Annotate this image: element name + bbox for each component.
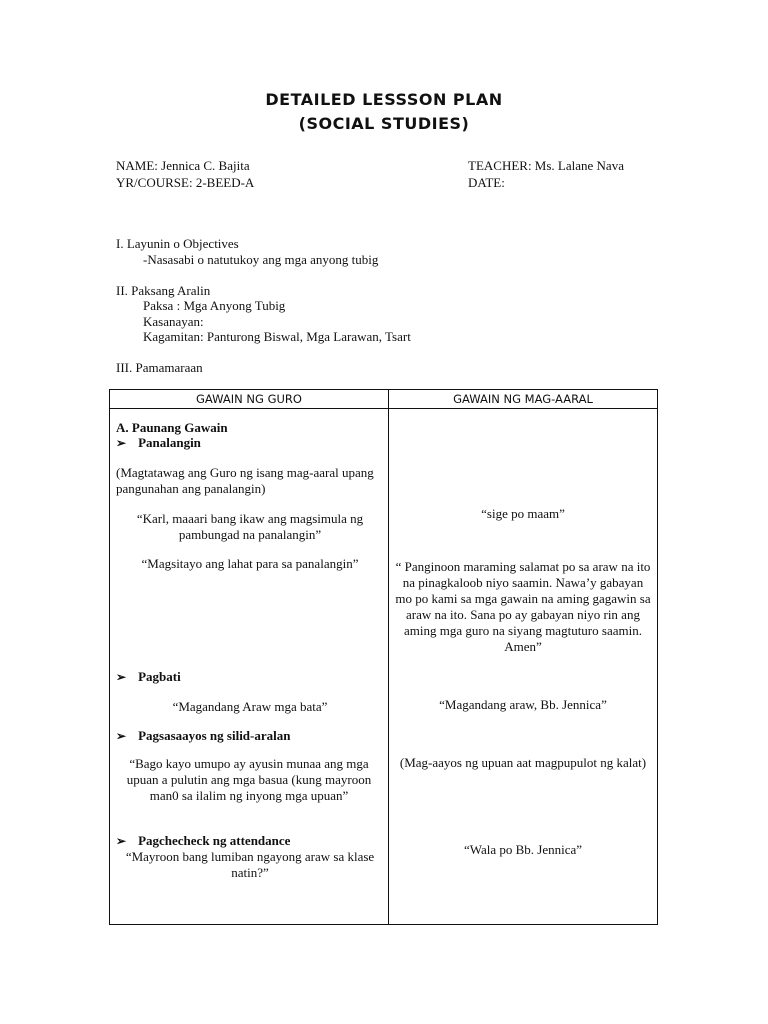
pamamaraan-heading: III. Pamamaraan xyxy=(116,360,203,375)
arrow-bullet-icon: ➢ xyxy=(116,436,127,450)
paksa-topic: Paksa : Mga Anyong Tubig xyxy=(143,298,286,313)
student-pagsasaayos: (Mag-aayos ng upuan aat magpupulot ng kalat) xyxy=(399,755,647,770)
name-field: NAME: Jennica C. Bajita xyxy=(116,158,250,173)
panalangin-label: Panalangin xyxy=(138,435,201,450)
guro-pagsasaayos: “Bago kayo umupo ay ayusin munaa ang mga upuan a pulutin ang mga basua (kung mayroon man0 sa ilalim ng inyong mga upuan” xyxy=(126,756,372,803)
pagbati-label: Pagbati xyxy=(138,669,181,684)
guro-magsitayo: “Magsitayo ang lahat para sa panalangin” xyxy=(141,556,359,571)
objectives-item: -Nasasabi o natutukoy ang mga anyong tubig xyxy=(143,252,379,267)
document-title: DETAILED LESSSON PLAN xyxy=(265,90,503,109)
guro-attendance: “Mayroon bang lumiban ngayong araw sa klase natin?” xyxy=(125,849,375,880)
arrow-bullet-icon: ➢ xyxy=(116,670,127,684)
guro-note: (Magtatawag ang Guro ng isang mag-aaral upang pangunahan ang panalangin) xyxy=(116,465,374,496)
lesson-table xyxy=(109,389,658,925)
student-attendance: “Wala po Bb. Jennica” xyxy=(463,842,583,857)
header-gawain-ng-guro: GAWAIN NG GURO xyxy=(196,392,302,406)
student-prayer: “ Panginoon maraming salamat po sa araw na ito na pinagkaloob niyo saamin. Nawa’y gabayan mo po kami sa mga gawain na aming gagawin sa araw na ito. Sana po ay gabayan niyo rin ang aming mga guro na siyang magtuturo saamin. Amen” xyxy=(395,559,651,654)
arrow-bullet-icon: ➢ xyxy=(116,729,127,743)
bullet-pagsasaayos xyxy=(116,728,290,744)
bullet-pagchecheck xyxy=(116,833,290,849)
document-subtitle: (SOCIAL STUDIES) xyxy=(298,114,470,133)
paksa-heading: II. Paksang Aralin xyxy=(116,283,211,298)
yr-course-field: YR/COURSE: 2-BEED-A xyxy=(116,175,255,190)
bullet-pagbati xyxy=(116,669,181,685)
date-field: DATE: xyxy=(468,175,505,190)
objectives-heading: I. Layunin o Objectives xyxy=(116,236,239,251)
guro-pagbati: “Magandang Araw mga bata” xyxy=(172,699,328,714)
section-paunang-gawain: A. Paunang Gawain xyxy=(116,420,228,435)
teacher-field: TEACHER: Ms. Lalane Nava xyxy=(468,158,624,173)
pagsasaayos-label: Pagsasaayos ng silid-aralan xyxy=(138,728,291,743)
pagchecheck-label: Pagchecheck ng attendance xyxy=(138,833,291,848)
header-gawain-ng-mag-aaral: GAWAIN NG MAG-AARAL xyxy=(453,392,593,406)
bullet-panalangin xyxy=(116,435,201,451)
student-sige: “sige po maam” xyxy=(481,506,565,521)
arrow-bullet-icon: ➢ xyxy=(116,834,127,848)
paksa-kagamitan: Kagamitan: Panturong Biswal, Mga Larawan, Tsart xyxy=(143,329,411,344)
guro-karl: “Karl, maaari bang ikaw ang magsimula ng pambungad na panalangin” xyxy=(136,511,364,542)
paksa-kasanayan: Kasanayan: xyxy=(143,314,204,329)
student-pagbati: “Magandang araw, Bb. Jennica” xyxy=(439,697,607,712)
column-divider xyxy=(388,390,389,924)
